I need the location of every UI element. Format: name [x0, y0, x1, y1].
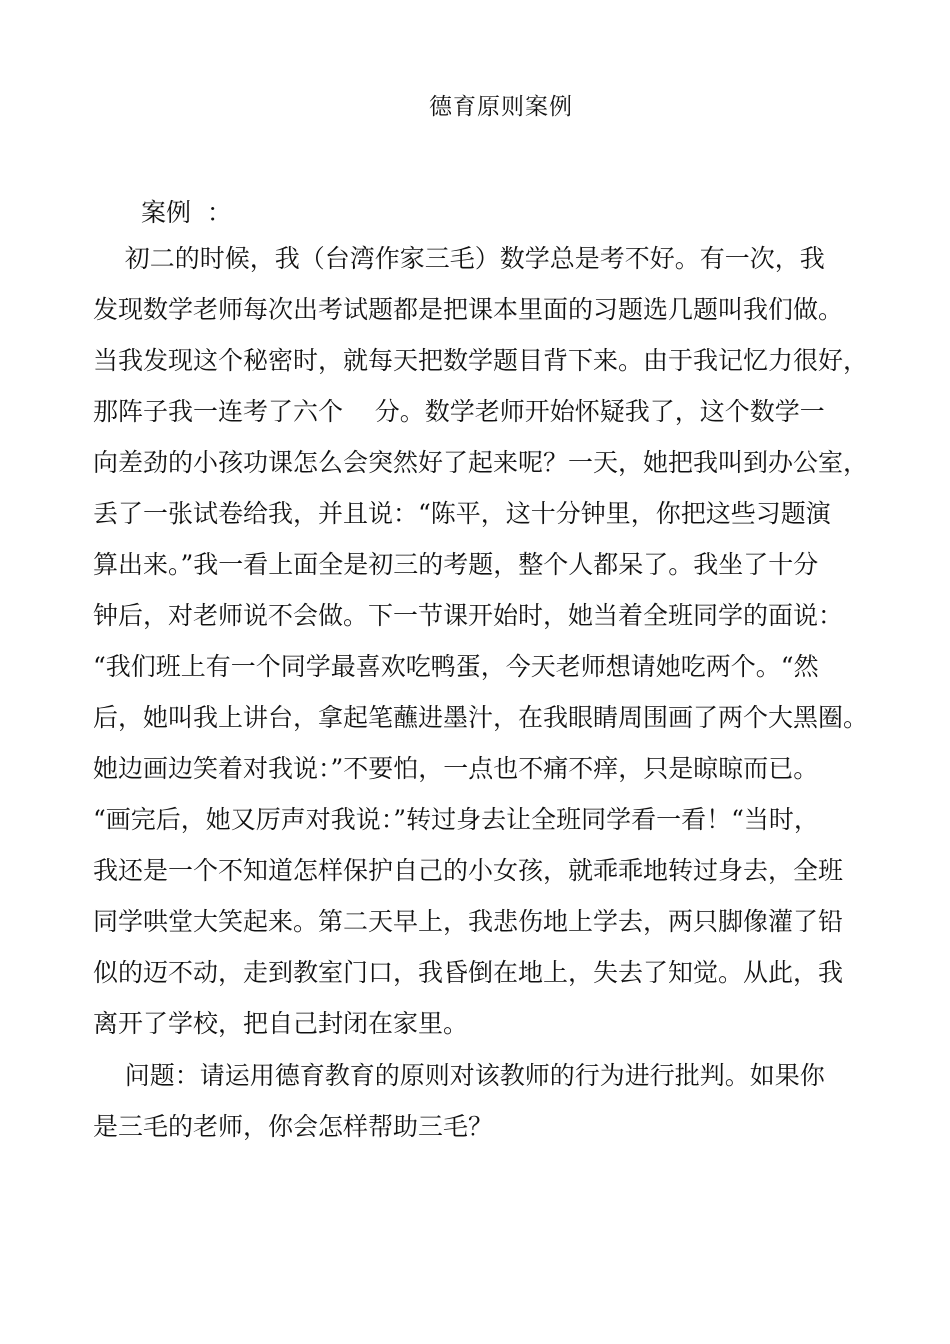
body-line: 离开了学校，把自己封闭在家里。	[93, 1009, 469, 1038]
body-line: 钟后，对老师说不会做。下一节课开始时，她当着全班同学的面说：	[93, 601, 844, 630]
question-line: 是三毛的老师，你会怎样帮助三毛？	[93, 1112, 494, 1141]
body-line: 丢了一张试卷给我，并且说：“陈平，这十分钟里，你把这些习题演	[93, 499, 831, 528]
body-line: 算出来。”我一看上面全是初三的考题，整个人都呆了。我坐了十分	[93, 550, 819, 579]
body-line: 当我发现这个秘密时，就每天把数学题目背下来。由于我记忆力很好，	[93, 346, 869, 375]
body-line: “画完后，她又厉声对我说：”转过身去让全班同学看一看！“当时，	[93, 805, 819, 834]
body-line: 后，她叫我上讲台，拿起笔蘸进墨汁，在我眼睛周围画了两个大黑圈。	[93, 703, 869, 732]
case-label: 案例 ：	[141, 198, 232, 227]
document-title: 德育原则案例	[429, 94, 573, 120]
body-line: 发现数学老师每次出考试题都是把课本里面的习题选几题叫我们做。	[93, 295, 844, 324]
body-line: 那阵子我一连考了六个 分。数学老师开始怀疑我了，这个数学一	[93, 397, 825, 426]
body-line: “我们班上有一个同学最喜欢吃鸭蛋，今天老师想请她吃两个。“然	[93, 652, 819, 681]
body-line: 初二的时候，我（台湾作家三毛）数学总是考不好。有一次，我	[93, 244, 825, 273]
body-line: 她边画边笑着对我说：”不要怕，一点也不痛不痒，只是晾晾而已。	[93, 754, 819, 783]
body-line: 同学哄堂大笑起来。第二天早上，我悲伤地上学去，两只脚像灌了铅	[93, 907, 844, 936]
body-line: 向差劲的小孩功课怎么会突然好了起来呢？一天，她把我叫到办公室，	[93, 448, 869, 477]
body-line: 似的迈不动，走到教室门口，我昏倒在地上，失去了知觉。从此，我	[93, 958, 844, 987]
body-line: 我还是一个不知道怎样保护自己的小女孩，就乖乖地转过身去，全班	[93, 856, 844, 885]
question-line: 问题：请运用德育教育的原则对该教师的行为进行批判。如果你	[93, 1061, 825, 1090]
